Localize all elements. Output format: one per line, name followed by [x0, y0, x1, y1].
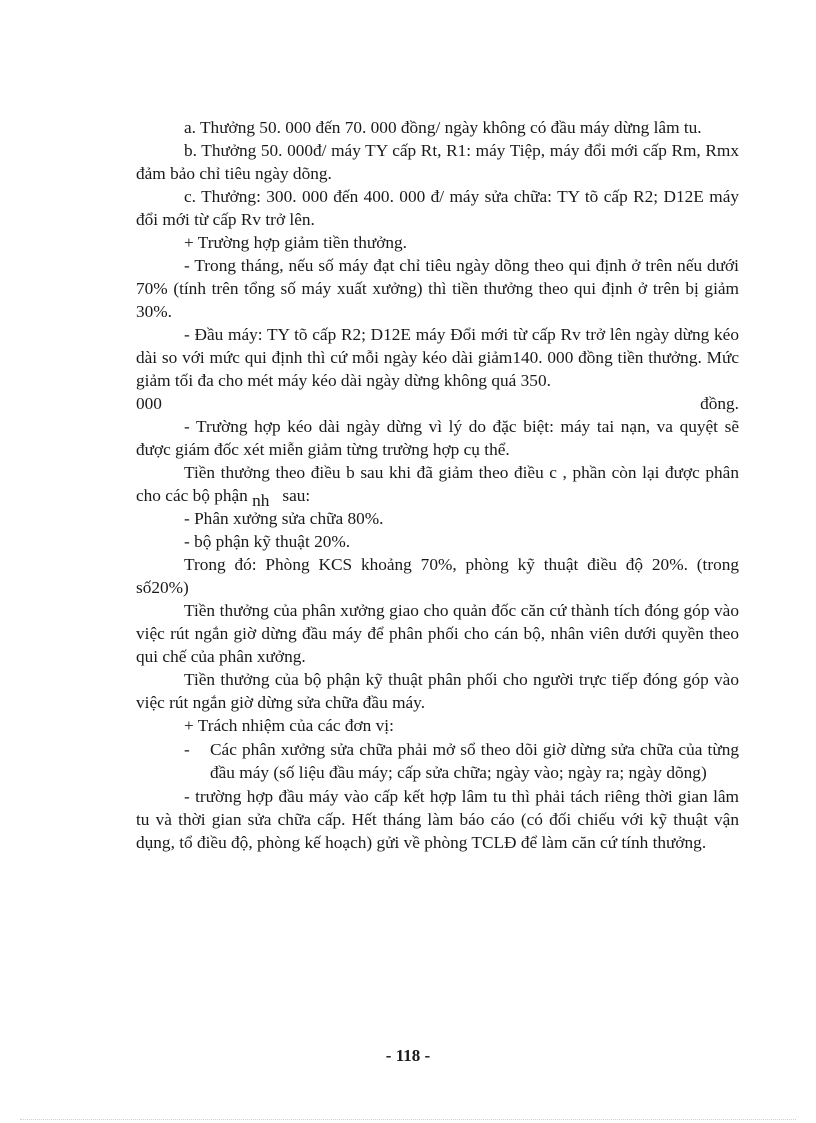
paragraph-reduction-month: - Trong tháng, nếu số máy đạt chỉ tiêu ngày dõng theo qui định ở trên nếu dưới 70% (tính trên tổng số máy xuất xưởng) thì tiền thưởng theo qui định ở trên bị giảm 30%.	[136, 256, 739, 321]
allocation-item-workshop: - Phân xưởng sửa chữa 80%.	[184, 509, 384, 528]
paragraph-kcs: Trong đó: Phòng KCS khoảng 70%, phòng kỹ thuật điều độ 20%. (trong số20%)	[136, 555, 739, 597]
paragraph-reward-c: c. Thưởng: 300. 000 đến 400. 000 đ/ máy sửa chữa: TY tõ cấp R2; D12E máy đổi mới từ cấp Rv trở lên.	[136, 187, 739, 229]
paragraph-technical-reward: Tiền thưởng của bộ phận kỹ thuật phân phối cho người trực tiếp đóng góp vào việc rút ngắn giờ dừng sửa chữa đầu máy.	[136, 670, 739, 712]
paragraph-workshop-reward: Tiền thưởng của phân xưởng giao cho quản đốc căn cứ thành tích đóng góp vào việc rút ngắn giờ dừng đầu máy để phân phối cho cán bộ, nhân viên dưới quyền theo qui chế của phân xưởng.	[136, 601, 739, 666]
paragraph-reduction-locomotive: - Đầu máy: TY tõ cấp R2; D12E máy Đổi mới từ cấp Rv trở lên ngày dừng kéo dài so với mức qui định thì cứ mỗi ngày kéo dài giảm140. 000 đồng tiền thưởng. Mức giảm tối đa cho mét máy kéo dài ngày dừng không quá 350.	[136, 325, 739, 390]
split-line-left: 000	[136, 394, 162, 413]
bottom-divider	[20, 1119, 796, 1120]
split-line	[136, 392, 739, 415]
paragraph-special-cases: - Trường hợp kéo dài ngày dừng vì lý do đặc biệt: máy tai nạn, va quyệt sẽ được giám đốc xét miễn giảm từng trường hợp cụ thể.	[136, 417, 739, 459]
heading-reduction-cases: + Trường hợp giảm tiền thưởng.	[184, 233, 407, 252]
heading-responsibilities: + Trách nhiệm của các đơn vị:	[184, 716, 394, 735]
allocation-subscript: nh	[252, 491, 270, 510]
paragraph-final: - trường hợp đầu máy vào cấp kết hợp lâm tu thì phải tách riêng thời gian lâm tu và thời gian sửa chữa cấp. Hết tháng làm báo cáo (có đối chiếu với kỹ thuật vận dụng, tổ điều độ, phòng kế hoạch) gửi về phòng TCLĐ để làm căn cứ tính thưởng.	[136, 787, 739, 852]
responsibility-text: Các phân xưởng sửa chữa phải mở sổ theo dõi giờ dừng sửa chữa của từng đầu máy (số liệu đầu máy; cấp sửa chữa; ngày vào; ngày ra; ngày dõng)	[210, 740, 739, 782]
allocation-intro: Tiền thưởng theo điều b sau khi đã giảm theo điều c , phần còn lại được phân cho các bộ phận	[136, 463, 739, 505]
paragraph-reward-a: a. Thưởng 50. 000 đến 70. 000 đồng/ ngày không có đầu máy dừng lâm tu.	[184, 118, 702, 137]
paragraph-reward-b: b. Thưởng 50. 000đ/ máy TY cấp Rt, R1: máy Tiệp, máy đổi mới cấp Rm, Rmx đảm bảo chỉ tiêu ngày dõng.	[136, 141, 739, 183]
allocation-end: sau:	[282, 486, 311, 505]
split-line-right: đồng.	[700, 394, 739, 413]
page-number: - 118 -	[385, 1046, 431, 1065]
responsibility-item	[136, 738, 739, 784]
paragraph-allocation	[136, 461, 739, 510]
allocation-item-technical: - bộ phận kỹ thuật 20%.	[184, 532, 351, 551]
document-body	[136, 116, 739, 854]
dash-marker: -	[184, 740, 190, 759]
